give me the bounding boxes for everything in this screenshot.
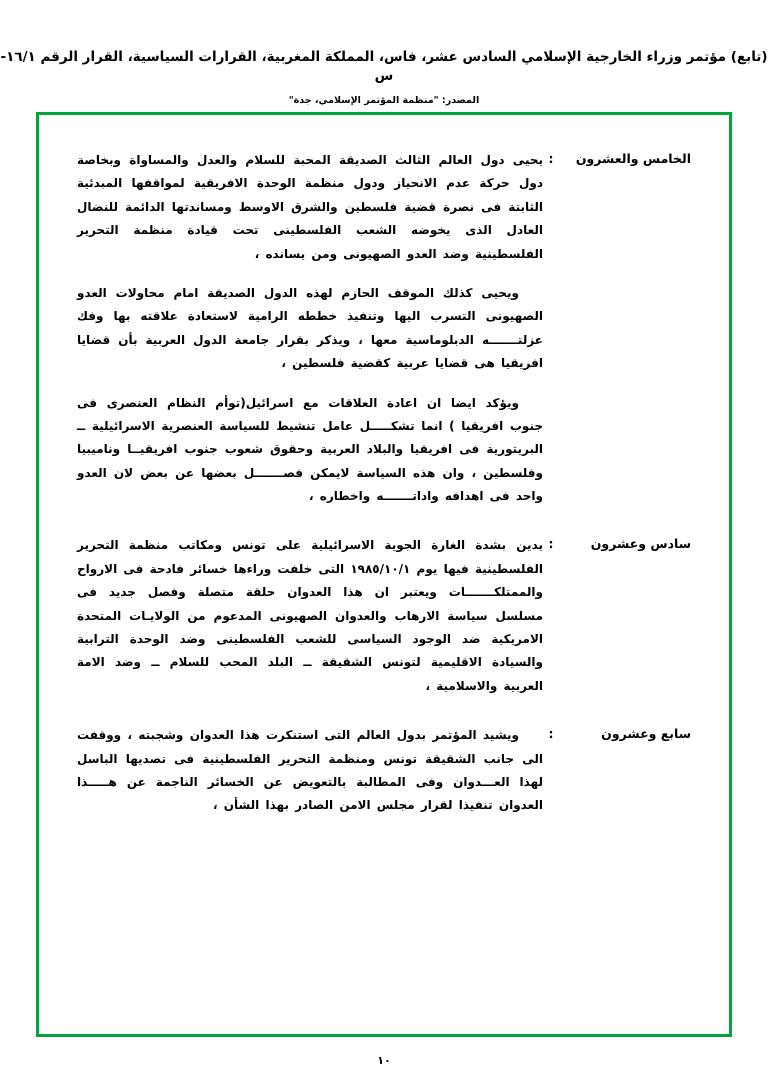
content-frame (36, 112, 732, 1037)
clause-paragraph: ويحيى كذلك الموقف الحازم لهذه الدول الصديقة امام محاولات العدو الصهيونى التسرب اليها وتنفيذ خططه الرامية لاستعادة علاقته بها وفك عزلتـــــــه الدبلوماسية معها ، ويذكر بقرار جامعة الدول العربية بأن قضايا افريقيا هى قضايا عربية كقضية فلسطين ، (77, 285, 543, 371)
clause-27 (77, 724, 691, 818)
clause-label: سابع وعشرون (601, 726, 691, 742)
clause-paragraph: يحيى دول العالم الثالث الصديقة المحبة للسلام والعدل والمساواة وبخاصة دول حركة عدم الانحياز ودول منظمة الوحدة الافريقية لمواقفها المبدئية الثابتة فى نصرة قضية فلسطين والشرق الاوسط ومساندتها الدائمة للنضال العادل الذى يخوضه الشعب الفلسطينى تحت قيادة منظمة التحرير الفلسطينية وضد العدو الصهيونى ومن يسانده ، (77, 153, 543, 261)
clause-colon: : (548, 151, 554, 166)
page-header (0, 0, 768, 106)
clause-colon: : (548, 726, 554, 742)
clause-paragraph: يدين بشدة الغارة الجوية الاسرائيلية على تونس ومكاتب منظمة التحرير الفلسطينية فيها يوم ١٩٨٥/١٠/١ التى خلفت وراءها خسائر فادحة فى الارواح والممتلكـــــــات ويعتبر ان هذا العدوان حلقة متصلة وفصل جديد فى مسلسل سياسة الارهاب والعدوان الصهيونى المدعوم من الولايـات المتحدة الامريكية ضد الوجود السياسى للشعب الفلسطينى وضد الوحدة الترابية والسيادة الاقليمية لتونس الشقيقة ــ البلد المحب للسلام ــ وضد الامة العربية والاسلامية ، (77, 538, 543, 693)
clause-25 (77, 149, 691, 508)
clause-label: الخامس والعشرون (575, 151, 691, 166)
clause-body (77, 724, 543, 818)
clause-paragraph: ويؤكد ايضا ان اعادة العلاقات مع اسرائيل(توأم النظام العنصرى فى جنوب افريقيا ) انما تشكـــــل عامل تنشيط للسياسة العنصرية الاسرائيلية ــ البريتورية فى افريقيا والبلاد العربية وحقوق شعوب جنوب افريقيــا وناميبيا وفلسطين ، وان هذه السياسة لايمكن فصـــــــل بعضها عن بعض لان العدو واحد فى اهدافه واداتـــــــه واخطاره ، (77, 395, 543, 504)
clause-body (77, 534, 543, 698)
clause-body (77, 149, 543, 508)
header-title: (تابع) مؤتمر وزراء الخارجية الإسلامي السادس عشر، فاس، المملكة المغربية، القرارات السياسية، القرار الرقم ١٦/١-س (0, 49, 768, 84)
clause-26 (77, 534, 691, 698)
clause-label: سادس وعشرون (590, 536, 691, 552)
page-number: ١٠ (377, 1054, 391, 1067)
clause-paragraph: ويشيد المؤتمر بدول العالم التى استنكرت هذا العدوان وشجبته ، ووقفت الى جانب الشقيقة تونس ومنظمة التحرير الفلسطينية فى تصديها الباسل لهذا العـــدوان وفى المطالبة بالتعويض عن الخسائر الناجمة عن هـــــذا العدوان تنفيذا لقرار مجلس الامن الصادر بهذا الشأن ، (77, 728, 543, 813)
header-source: المصدر: "منظمة المؤتمر الإسلامي، جدة" (288, 94, 480, 106)
clause-colon: : (548, 536, 554, 552)
content-body (39, 115, 729, 1034)
